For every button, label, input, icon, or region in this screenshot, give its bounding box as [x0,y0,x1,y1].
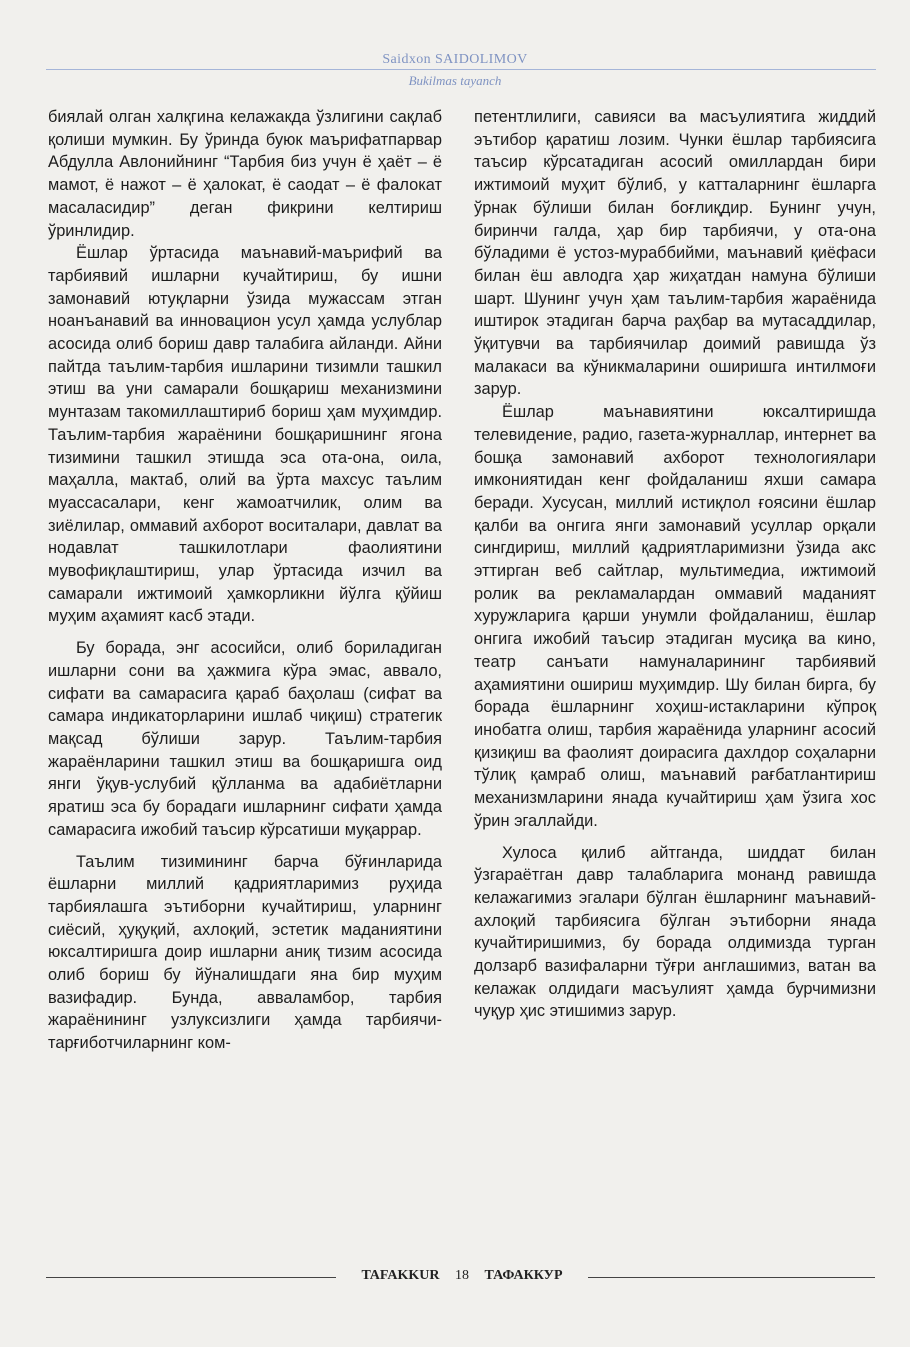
left-column [48,106,442,1055]
page-footer [0,1266,910,1286]
left-paragraph-3: Бу борада, энг асосийси, олиб бориладиган ишларни сони ва ҳажмига кўра эмас, аввало, сифати ва самарасига қараб баҳолаш (сифат ва самара индикаторларини ишлаб чиқиш) стратегик мақсад бўлиши зарур. Таълим-тарбия жараёнларини ташкил этиш ва бошқаришга оид янги ўқув-услубий қўлланма ва адабиётларни яратиш эса бу борадаги ишларнинг сифати ҳамда самарасига ижобий таъсир кўрсатиши муқаррар. [48,639,442,839]
right-column [474,106,876,1023]
right-paragraph-2: Ёшлар маънавиятини юксалтиришда телевидение, радио, газета-журналлар, интернет ва бошқа замонавий ахборот технологиялари имкониятидан кенг фойдаланиш яхши самара беради. Хусусан, миллий истиқлол ғоясини ёшлар қалби ва онгига янги замонавий усуллар орқали сингдириш, миллий қадриятларимизни ўзида акс эттирган веб сайтлар, мультимедиа, ижтимоий ролик ва рекламалардан оммавий маданият хуружларига қарши унумли фойдаланиш, ёшлар онгига ижобий таъсир этадиган мусиқа ва кино, театр санъати намуналарининг тарбиявий аҳамиятини ошириш муҳимдир. Шу билан бирга, бу борада ёшларнинг хоҳиш-истакларини кўпроқ инобатга олиш, тарбия жараёнида уларнинг асосий қизиқиш ва фаолият доирасига дахлдор соҳаларни тўлиқ қамраб олиш, маънавий рағбатлантириш механизмларини янада кучайтириш ҳам ўзига хос ўрин эгаллайди. [474,403,876,830]
right-paragraph-1: петентлилиги, савияси ва масъулиятига жиддий эътибор қаратиш лозим. Чунки ёшлар тарбиясига таъсир кўрсатадиган асосий омиллардан бири ижтимоий муҳит бўлиб, у катталарнинг ёшларга ўрнак бўлиши билан боғлиқдир. Бунинг учун, биринчи галда, ҳар бир тарбиячи, у ота-она бўладими ё устоз-мураббийми, маънавий қиёфаси билан ёш авлодга ҳар жиҳатдан намуна бўлиши шарт. Шунинг учун ҳам таълим-тарбия жараёнида иштирок этадиган барча раҳбар ва мутасаддилар, ўқитувчи ва тарбиячилар доимий равишда ўз малакаси ва кўникмаларини оширишга интилмоғи зарур. [474,108,876,399]
footer-text [340,1266,584,1286]
header-title: Bukilmas tayanch [408,73,502,88]
left-paragraph-4: Таълим тизимининг барча бўғинларида ёшларни миллий қадриятларимиз руҳида тарбиялашга эътиборни кучайтириш, уларнинг сиёсий, ҳуқуқий, ахлоқий, эстетик маданиятини юксалтиришга доир ишларни аниқ тизим асосида олиб бориш бу йўналишдаги яна бир муҳим вазифадир. Бунда, авваламбор, тарбия жараёнининг узлуксизлиги ҳамда тарбиячи-тарғиботчиларнинг ком- [48,852,442,1053]
footer-journal-latin: TAFAKKUR [361,1268,440,1283]
footer-journal-cyrillic: ТАФАККУР [484,1268,563,1283]
footer-divider-left [46,1277,336,1278]
header-divider [46,69,876,70]
left-paragraph-2: Ёшлар ўртасида маънавий-маърифий ва тарбиявий ишларни кучайтириш, бу ишни замонавий ютуқларни ўзида мужассам этган ноанъанавий ва инновацион усул ҳамда услублар асосида олиб бориш давр талабига айланди. Айни пайтда таълим-тарбия ишларини тизимли ташкил этиш ва уни самарали бошқариш механизмини мунтазам такомиллаштириб бориш ҳам муҳимдир. Таълим-тарбия жараёнини бошқаришнинг ягона тизимини ташкил этишда эса ота-она, оила, маҳалла, мактаб, олий ва ўрта махсус таълим муассасалари, кенг жамоатчилик, олим ва зиёлилар, оммавий ахборот воситалари, давлат ва нодавлат ташкилотлари фаолиятини мувофиқлаштириш, улар ўртасида изчил ва самарали ижтимоий ҳамкорликни йўлга қўйиш муҳим аҳамият касб этади. [48,244,442,626]
left-paragraph-1: биялай олган халқгина келажакда ўзлигини сақлаб қолиши мумкин. Бу ўринда буюк маърифатпарвар Абдулла Авлонийнинг “Тарбия биз учун ё ҳаёт – ё мамот, ё нажот – ё ҳалокат, ё саодат – ё фалокат масаласидир” деган фикрини келтириш ўринлидир. [48,108,442,240]
page-number: 18 [455,1268,470,1283]
right-paragraph-3: Хулоса қилиб айтганда, шиддат билан ўзгараётган давр талабларига монанд равишда келажагимиз эгалари бўлган ёшларнинг маънавий-ахлоқий тарбиясига бўлган эътиборни янада кучайтиришимиз, бу борада олдимизда турган долзарб вазифаларни тўғри англашимиз, ватан ва келажак олдидаги масъулият ҳамда бурчимизни чуқур ҳис этишимиз зарур. [474,843,876,1021]
header-author: Saidxon SAIDOLIMOV [382,52,528,67]
footer-divider-right [588,1277,875,1278]
running-header [0,52,910,68]
